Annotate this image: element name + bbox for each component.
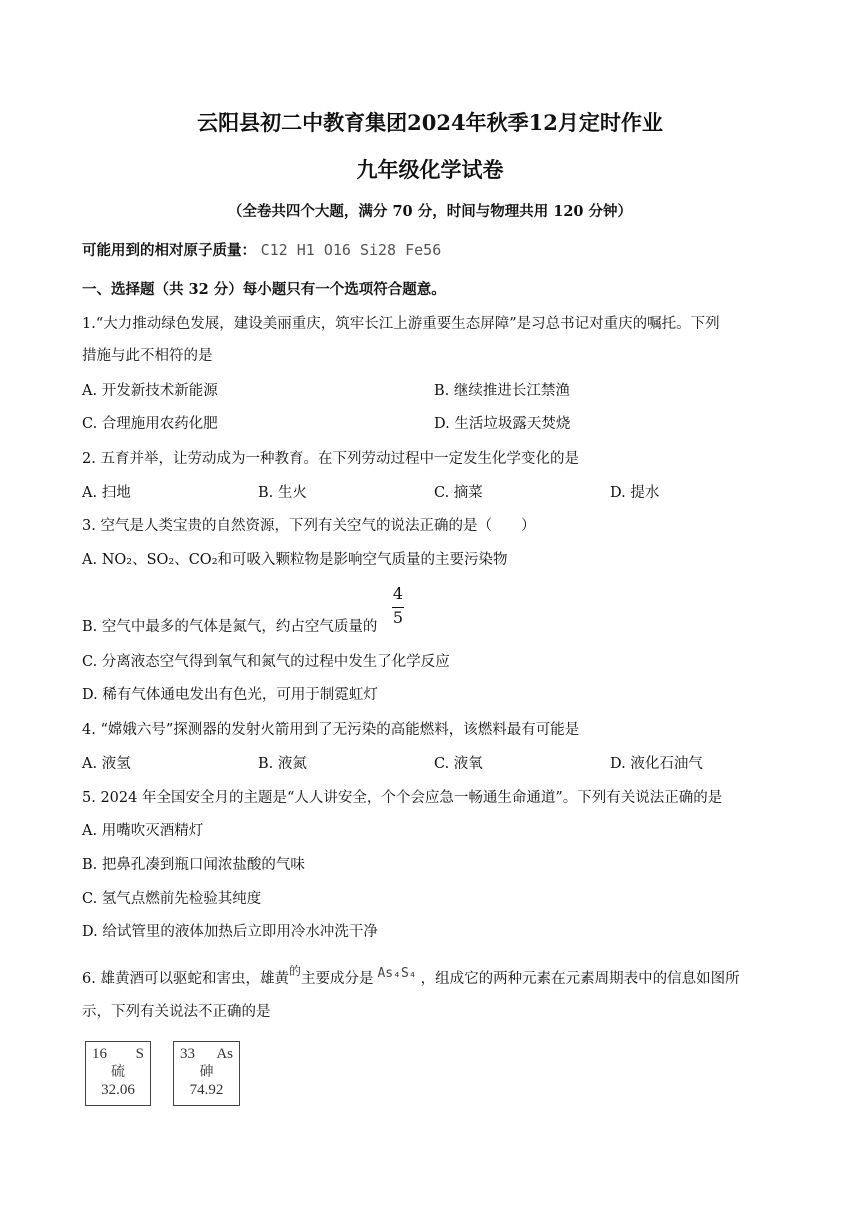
section-heading: 一、选择题（共 32 分）每小题只有一个选项符合题意。 [82,281,446,298]
atomic-mass-values: C12 H1 O16 Si28 Fe56 [260,241,442,259]
question-2-stem: 2. 五育并举，让劳动成为一种教育。在下列劳动过程中一定发生化学变化的是 [82,451,579,467]
question-6-stem-part3: ，组成它的两种元素在元素周期表中的信息如图所 [420,971,740,987]
question-1-option-c: C. 合理施用农药化肥 [82,416,218,432]
question-2-option-c: C. 摘菜 [434,485,483,501]
exam-title: 云阳县初二中教育集团2024年秋季12月定时作业 [197,110,663,135]
element-card-sulfur [85,1041,151,1106]
question-4-option-d: D. 液化石油气 [610,756,703,772]
exam-note: （全卷共四个大题，满分 70 分，时间与物理共用 120 分钟） [227,203,633,220]
question-5-option-d: D. 给试管里的液体加热后立即用冷水冲洗干净 [82,924,378,940]
question-3-option-d: D. 稀有气体通电发出有色光，可用于制霓虹灯 [82,687,378,703]
question-1-stem-cont: 措施与此不相符的是 [82,348,213,364]
question-6-stem-cont: 示，下列有关说法不正确的是 [82,1004,271,1020]
chemical-formula: As₄S₄ [377,966,417,981]
question-5-stem: 5. 2024 年全国安全月的主题是“人人讲安全，个个会应急一畅通生命通道”。下列有关说法正确的是 [82,790,723,806]
question-4-option-a: A. 液氢 [82,756,131,772]
question-5-option-a: A. 用嘴吹灭酒精灯 [82,823,204,839]
element-name: 砷 [199,1064,214,1080]
element-symbol: As [216,1046,233,1062]
question-6-stem [82,964,740,990]
atomic-mass-row [82,240,441,261]
element-mass: 74.92 [189,1082,224,1098]
exam-subtitle: 九年级化学试卷 [356,157,504,182]
element-number: 16 [92,1046,107,1062]
element-number: 33 [180,1046,195,1062]
question-1-stem: 1.“大力推动绿色发展，建设美丽重庆，筑牢长江上游重要生态屏障”是习总书记对重庆的嘱托。下列 [82,316,720,332]
question-5-option-b: B. 把鼻孔凑到瓶口闻浓盐酸的气味 [82,857,305,873]
question-1-option-d: D. 生活垃圾露天焚烧 [434,416,571,432]
element-symbol: S [135,1046,144,1062]
question-3-option-c: C. 分离液态空气得到氧气和氮气的过程中发生了化学反应 [82,654,450,670]
question-3-option-a: A. NO₂、SO₂、CO₂和可吸入颗粒物是影响空气质量的主要污染物 [82,552,508,568]
element-card-arsenic [173,1041,240,1106]
question-3-option-b: B. 空气中最多的气体是氮气，约占空气质量的 [82,619,378,635]
element-name: 硫 [111,1064,125,1080]
question-4-option-c: C. 液氧 [434,756,483,772]
question-5-option-c: C. 氢气点燃前先检验其纯度 [82,891,262,907]
question-2-option-d: D. 提水 [610,485,660,501]
fraction-denominator: 5 [392,608,404,627]
question-1-option-a: A. 开发新技术新能源 [82,383,218,399]
question-1-option-b: B. 继续推进长江禁渔 [434,383,570,399]
atomic-mass-label: 可能用到的相对原子质量： [82,242,256,259]
question-6-stem-part2: 主要成分是 [300,971,374,987]
fraction-numerator: 4 [392,584,404,603]
question-4-stem: 4. “嫦娥六号”探测器的发射火箭用到了无污染的高能燃料，该燃料最有可能是 [82,722,580,738]
question-6-stem-part1: 6. 雄黄酒可以驱蛇和害虫，雄黄 [82,971,289,987]
question-4-option-b: B. 液氮 [258,756,307,772]
question-3-stem: 3. 空气是人类宝贵的自然资源，下列有关空气的说法正确的是（ ） [82,518,536,534]
element-mass: 32.06 [101,1082,135,1098]
question-6-stem-de: 的 [288,964,301,978]
question-2-option-b: B. 生火 [258,485,307,501]
question-2-option-a: A. 扫地 [82,485,131,501]
